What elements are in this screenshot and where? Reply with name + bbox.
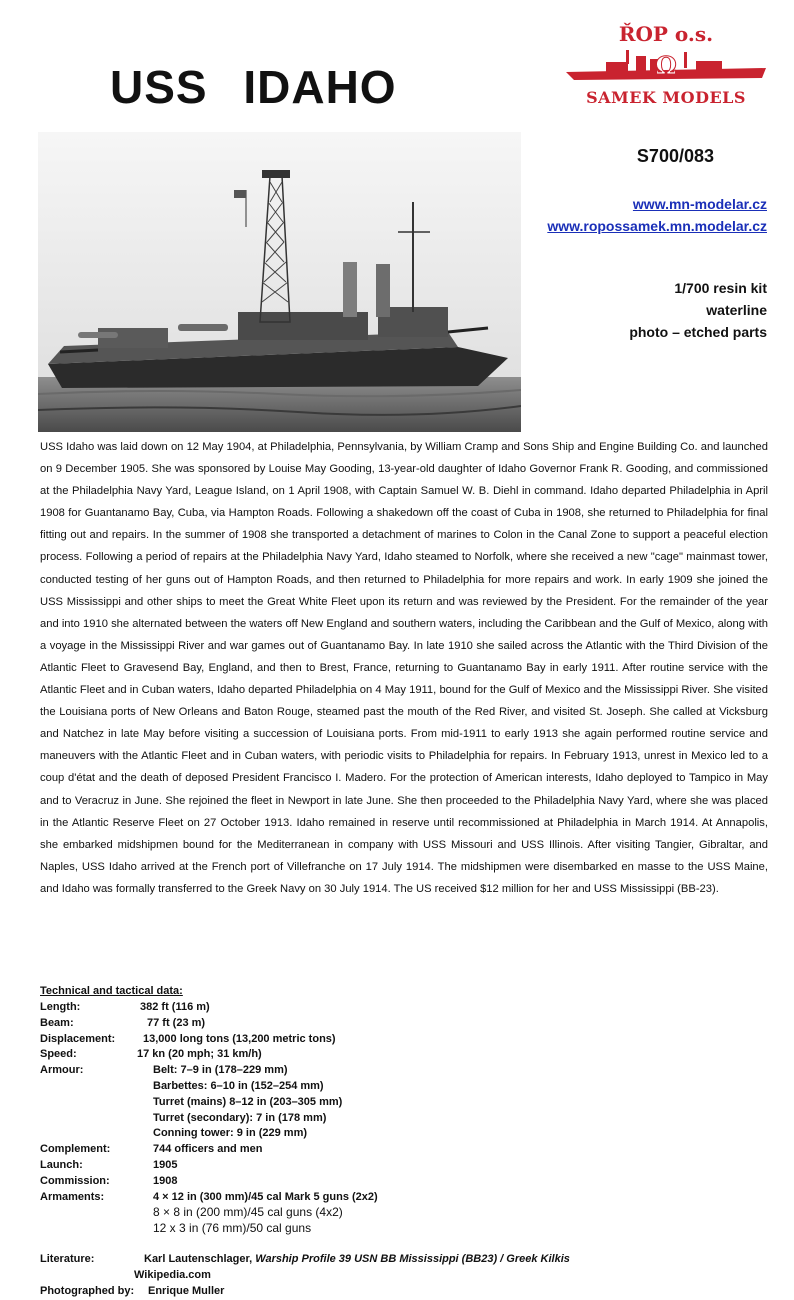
commission-label: Commission: xyxy=(40,1174,110,1187)
armament-secondary: 8 × 8 in (200 mm)/45 cal guns (4x2) xyxy=(153,1205,343,1220)
armour-belt: Belt: 7–9 in (178–229 mm) xyxy=(153,1064,288,1077)
link-ropossamek[interactable]: www.ropossamek.mn.modelar.cz xyxy=(547,218,767,234)
speed-value: 17 kn (20 mph; 31 km/h) xyxy=(137,1048,262,1061)
complement-value: 744 officers and men xyxy=(153,1143,263,1156)
complement-label: Complement: xyxy=(40,1143,111,1156)
history-paragraph: USS Idaho was laid down on 12 May 1904, at Philadelphia, Pennsylvania, by William Cramp and Sons Ship and Engine Building Co. and launched on 9 December 1905. She was sponsored by Louise May Gooding, 13-year-old daughter of Idaho Governor Frank R. Gooding, and commissioned at the Philadelphia Navy Yard, League Island, on 1 April 1908, with Captain Samuel W. B. Diehl in command. Idaho departed Philadelphia in April 1908 for Guantanamo Bay, Cuba, via Hampton Roads. Following a shakedown off the coast of Cuba in 1908, she returned to Philadelphia for final fitting out and repairs. In the summer of 1908 she transported a detachment of marines to Colon in the Canal Zone to support a peaceful election process. Following a period of repairs at the Philadelphia Navy Yard, Idaho steamed to Norfolk, where she received a new "cage" mainmast tower, conducted testing of her guns out of Hampton Roads, and then returned to Philadelphia for more repairs and work. In early 1909 she joined the USS Mississippi and other ships to meet the Great White Fleet upon its return and was reviewed by the President. For the remainder of the year and into 1910 she alternated between the waters off New England and southern waters, including the Caribbean and the Gulf of Mexico, along with a voyage in the Mississippi River and war games out of Guantanamo Bay. In late 1910 she sailed across the Atlantic with the Third Division of the Atlantic Fleet to Gravesend Bay, England, and then to Brest, France, returning to Guantanamo Bay in early 1911. After routine service with the Atlantic Fleet and in Cuban waters, Idaho departed Philadelphia on 4 May 1911, bound for the Gulf of Mexico and the Mississippi River. She visited the Louisiana ports of New Orleans and Baton Rouge, steamed past the mouth of the Red River, and visited St. Joseph. She called at Vicksburg and Natchez in late May before visiting a succession of Louisiana ports. From mid-1911 to early 1913 she again performed routine service and maneuvers with the Atlantic Fleet and in Cuban waters, with periodic visits to Philadelphia for repairs. In February 1913, unrest in Mexico led to a coup d'état and the death of deposed President Francisco I. Madero. For the protection of American interests, Idaho deployed to Tampico in May and to Veracruz in June. She rejoined the fleet in Newport in late June. She then proceeded to the Philadelphia Navy Yard, where she was placed in the Atlantic Reserve Fleet on 27 October 1913. Idaho remained in reserve until recommissioned at Philadelphia in March 1914. At Annapolis, she embarked midshipmen bound for the Mediterranean in company with USS Missouri and USS Illinois. After visiting Tangier, Gibraltar, and Naples, USS Idaho arrived at the French port of Villefranche on 17 July 1914. The midshipmen were disembarked en masse to the USS Maine, and Idaho was formally transferred to the Greek Navy on 30 July 1914. The US received $12 million for her and USS Mississippi (BB-23). xyxy=(40,441,768,895)
product-code: S700/083 xyxy=(636,146,714,166)
literature-section xyxy=(40,1251,740,1299)
logo-bottom-text: SAMEK MODELS xyxy=(586,88,746,107)
ship-photo xyxy=(38,132,521,432)
page-title: USS IDAHO xyxy=(110,61,397,113)
length-value: 382 ft (116 m) xyxy=(140,1001,210,1013)
armour-label: Armour: xyxy=(40,1064,84,1077)
armaments-label: Armaments: xyxy=(40,1190,105,1203)
beam-value: 77 ft (23 m) xyxy=(147,1016,206,1029)
armament-main: 4 × 12 in (300 mm)/45 cal Mark 5 guns (2x2) xyxy=(153,1190,378,1203)
launch-value: 1905 xyxy=(153,1158,178,1171)
literature-work: Warship Profile 39 USN BB Mississippi (BB23) / Greek Kilkis xyxy=(255,1253,570,1265)
displacement-value: 13,000 long tons (13,200 metric tons) xyxy=(143,1032,336,1045)
technical-data xyxy=(40,985,600,1237)
armour-turret-secondary: Turret (secondary): 7 in (178 mm) xyxy=(153,1111,327,1124)
armour-barbettes: Barbettes: 6–10 in (152–254 mm) xyxy=(153,1079,324,1092)
commission-value: 1908 xyxy=(153,1174,178,1187)
kit-waterline: waterline xyxy=(706,302,767,318)
speed-label: Speed: xyxy=(40,1048,77,1061)
armament-tertiary: 12 x 3 in (76 mm)/50 cal guns xyxy=(153,1221,312,1236)
literature-author: Karl Lautenschlager, xyxy=(144,1253,256,1265)
literature-source-wikipedia: Wikipedia.com xyxy=(134,1269,211,1281)
kit-scale: 1/700 resin kit xyxy=(674,280,767,296)
launch-label: Launch: xyxy=(40,1158,83,1171)
length-label: Length: xyxy=(40,1001,81,1013)
photographer-name: Enrique Muller xyxy=(148,1285,225,1297)
beam-label: Beam: xyxy=(40,1016,74,1029)
literature-label: Literature: xyxy=(40,1253,95,1265)
rop-samek-logo xyxy=(562,22,770,112)
warship-silhouette-icon xyxy=(566,50,766,86)
link-mn-modelar[interactable]: www.mn-modelar.cz xyxy=(632,196,767,212)
photographer-label: Photographed by: xyxy=(40,1285,135,1297)
logo-top-text: ŘOP o.s. xyxy=(618,22,714,46)
displacement-label: Displacement: xyxy=(40,1032,116,1045)
armour-turret-mains: Turret (mains) 8–12 in (203–305 mm) xyxy=(153,1095,343,1108)
kit-photo-etched: photo – etched parts xyxy=(629,324,767,340)
tech-heading: Technical and tactical data: xyxy=(40,985,183,997)
armour-conning-tower: Conning tower: 9 in (229 mm) xyxy=(153,1127,308,1140)
svg-text:Ω: Ω xyxy=(655,51,677,80)
